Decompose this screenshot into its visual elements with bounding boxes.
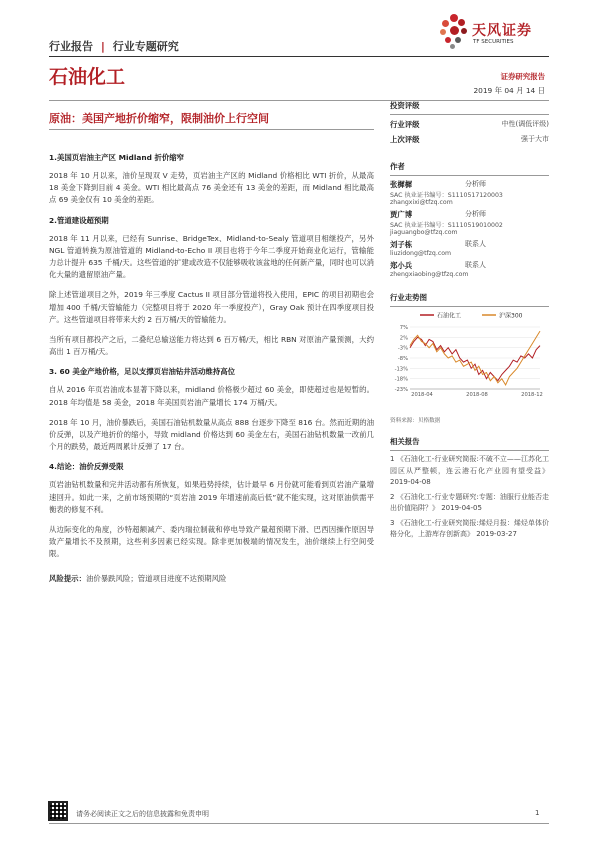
main-body: [49, 152, 374, 585]
footer-disclaimer: 请务必阅读正文之后的信息披露和免责申明: [76, 810, 209, 818]
y-tick-label: -13%: [394, 366, 408, 373]
x-tick-label: 2018-12: [521, 392, 543, 397]
report-date: 2019 年 04 月 14 日: [473, 86, 545, 95]
paragraph: 页岩油钻机数量和完井活动都有所恢复，如果趋势持续，估计最早 6 月份就可能看到页岩油产量增速回升。如此一来，之前市场预期的“页岩油 2019 年增速前高后低”就不能实现，这对原油供需平衡表的修复不利。: [49, 480, 374, 514]
author-sac: SAC 执业证书编号：S1110517120003: [390, 192, 503, 199]
section-title: 4.结论：油价反弹受限: [49, 462, 124, 472]
rating-heading: 投资评级: [390, 101, 420, 110]
rating-divider: [390, 114, 549, 115]
related-reports: [390, 436, 549, 541]
author-email[interactable]: zhangxixi@tfzq.com: [390, 199, 453, 206]
author-email[interactable]: zhengxiaobing@tfzq.com: [390, 271, 469, 278]
related-item[interactable]: 2 《石油化工-行业专题研究:专题：油服行业能否走出价值陷阱？》 2019-04-05: [390, 492, 549, 512]
author-email[interactable]: jiaguangbo@tfzq.com: [390, 229, 458, 236]
author-role: 分析师: [465, 180, 486, 188]
legend-label: 沪深300: [499, 312, 523, 320]
qr-code-icon: [48, 801, 68, 821]
trend-chart-svg: [390, 307, 549, 397]
report-subcategory: 行业专题研究: [112, 40, 179, 53]
author-name: 刘子栋: [390, 240, 413, 249]
y-tick-label: -3%: [397, 345, 408, 352]
related-item[interactable]: 1 《石油化工-行业研究简报:不破不立——江苏化工园区从严整顿，连云港石化产业园有望受益》 2019-04-08: [390, 455, 549, 486]
section-title: 2.管道建设超预期: [49, 215, 109, 225]
author-role: 联系人: [465, 261, 486, 269]
x-tick-label: 2018-04: [411, 392, 433, 397]
chart-source: 资料来源：贝格数据: [390, 418, 441, 424]
y-tick-label: -18%: [394, 376, 408, 383]
related-heading: 相关报告: [390, 437, 420, 446]
authors-divider: [390, 175, 549, 176]
prev-rating-label: 上次评级: [390, 135, 420, 144]
paragraph: 除上述管道项目之外，2019 年三季度 Cactus II 项目部分管道将投入使用，EPIC 的项目初期也会增加 400 千桶/天管输能力（完整项目将于 2020 年一季度投产），Gray Oak 预计在四季度项目投产。这些管道项目将带来大约 2 百万桶/天的管输能力。: [49, 290, 374, 324]
section-title: 3. 60 美金产地价格，足以支撑页岩油钻井活动维持高位: [49, 367, 235, 377]
sidebar: [390, 100, 549, 309]
section-3: [49, 366, 374, 453]
report-type: 证券研究报告: [500, 72, 545, 81]
author-sac: SAC 执业证书编号：S1110519010002: [390, 222, 503, 229]
prev-rating-value: 强于大市: [521, 135, 549, 143]
industry-rating-value: 中性(调低评级): [501, 120, 549, 128]
paragraph: 自从 2016 年页岩油成本显著下降以来，midland 价格极少超过 60 美金，即使超过也是短暂的。2018 年均值是 58 美金，2018 年美国页岩油产量增长 174 万桶/天。: [49, 385, 374, 407]
footer-divider: [49, 823, 549, 824]
y-tick-label: -23%: [394, 387, 408, 393]
section-2: [49, 215, 374, 359]
risk-warning: [49, 573, 374, 585]
author-name: 张樨樨: [390, 180, 413, 189]
author-entry: [390, 209, 549, 236]
header-category-area: [49, 38, 179, 54]
authors-heading: 作者: [390, 162, 405, 171]
series-line: [410, 337, 540, 380]
author-name: 郑小兵: [390, 261, 413, 270]
paragraph: 2018 年 10 月，油价暴跌后，美国石油钻机数量从高点 888 台逐步下降至 816 台。然而近期的油价反弹，以及产地折价的缩小，导致 midland 价格达到 60 美金左右，美国石油钻机数量一改前几个月的跌势，最近两周累计反弹了 17 台。: [49, 417, 374, 452]
industry-title: 石油化工: [49, 66, 126, 88]
author-entry: [390, 179, 549, 206]
trend-chart: [390, 307, 549, 397]
paragraph: 2018 年 10 月以来，油价呈现双 V 走势，页岩油主产区的 Midland 价格相比 WTI 折价，从最高 18 美金下降到目前 4 美金。WTI 相比最高点 76 美金还有 13 美金的差距，而 Midland 相比最高点 69 美金仅有 10 美金的差距。: [49, 171, 374, 205]
y-tick-label: -8%: [397, 356, 408, 362]
industry-rating-label: 行业评级: [390, 120, 420, 129]
author-name: 贾广博: [390, 210, 413, 219]
section-1: [49, 152, 374, 207]
author-entry: [390, 260, 549, 278]
related-item[interactable]: 3 《石油化工-行业研究简报:烯烃月报：烯烃单体价格分化，上游库存创新高》 2019-03-27: [390, 518, 549, 538]
paragraph: 当所有项目都投产之后，二叠纪总输送能力将达到 6 百万桶/天，相比 RBN 对原油产量预测，大约高出 1 百万桶/天。: [49, 335, 374, 357]
related-divider: [390, 450, 549, 451]
y-tick-label: 7%: [399, 325, 408, 331]
y-tick-label: 2%: [399, 335, 408, 342]
company-logo: [440, 14, 550, 54]
legend-label: 石油化工: [437, 312, 462, 320]
headline-divider: [49, 129, 374, 130]
prev-rating-row: [390, 134, 549, 145]
section-4: [49, 461, 374, 560]
logo-mark-icon: [440, 14, 470, 50]
author-role: 联系人: [465, 240, 486, 248]
logo-text-cn: 天风证券: [472, 23, 532, 39]
x-tick-label: 2018-08: [466, 392, 488, 397]
page-number: 1: [535, 809, 540, 817]
paragraph: 2018 年 11 月以来，已经有 Sunrise、BridgeTex、Midland-to-Sealy 管道项目相继投产，另外 NGL 管道转换为原油管道的 Midland-to-Echo II 项目也将于今年二季度开始商业化运行，管输能力总计提升 635 千桶/天。这些管道的扩建或改造不仅能够吸收该盆地的任何新产量，同时也可以消化大量的遗留原油产量。: [49, 233, 374, 280]
author-entry: [390, 239, 549, 257]
header-separator: |: [100, 40, 105, 53]
industry-rating-row: [390, 119, 549, 130]
report-headline: 原油：美国产地折价缩窄，限制油价上行空间: [49, 112, 269, 125]
risk-text: 油价暴跌风险；管道项目进度不达预期风险: [85, 573, 227, 583]
logo-text-en: TF SECURITIES: [473, 39, 514, 45]
paragraph: 从边际变化的角度，沙特超额减产、委内瑞拉制裁和停电导致产量超预期下滑、巴西因操作原因导致产量增长不及预期，这些利多因素已经实现。除非更加极端的情况发生，油价继续上行空间受限。: [49, 525, 374, 559]
author-email[interactable]: liuzidong@tfzq.com: [390, 250, 452, 257]
author-role: 分析师: [465, 210, 486, 218]
report-category: 行业报告: [49, 40, 93, 53]
risk-label: 风险提示：: [49, 573, 86, 583]
trend-heading: 行业走势图: [390, 293, 427, 302]
header-divider: [49, 56, 549, 57]
section-title: 1.美国页岩油主产区 Midland 折价缩窄: [49, 153, 185, 162]
